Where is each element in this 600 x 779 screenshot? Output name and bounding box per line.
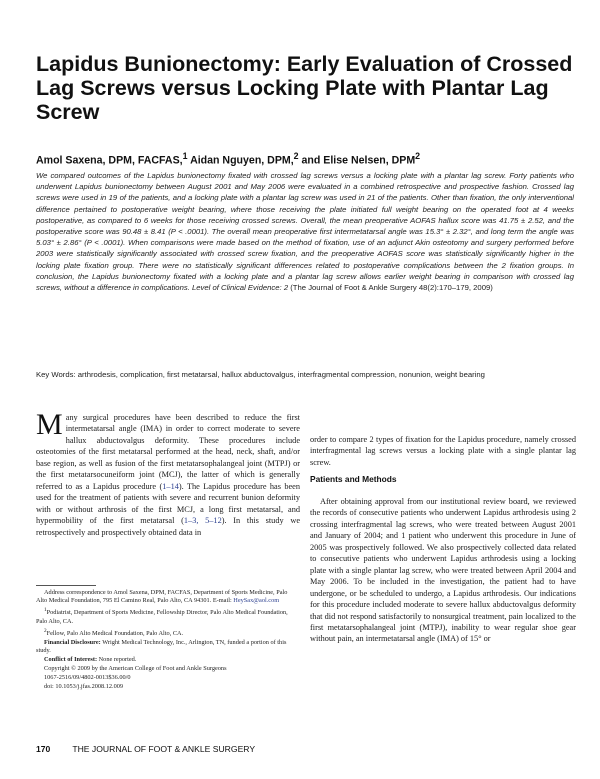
page-footer — [36, 744, 576, 754]
page-number: 170 — [36, 744, 51, 754]
intro-paragraph — [36, 408, 301, 538]
author-3-affiliation: 2 — [415, 151, 421, 161]
footnote-2: $^2$Fellow, Palo Alto Medical Foundation, Palo Alto, CA. — [44, 627, 184, 637]
abstract-citation: (The Journal of Foot & Ankle Surgery 48(2):170–179, 2009) — [288, 283, 493, 293]
footnote-1: $^1$Podiatrist, Department of Sports Medicine, Fellowship Director, Palo Alto Medical Foundation, Palo Alto, CA. — [36, 607, 288, 625]
author-2-affiliation: 2 — [293, 151, 299, 161]
intro-text-1: any surgical procedures have been described to reduce the first intermetatarsal angle (IMA) in order to correct moderate to severe hallux abductovalgus deformity. These procedures include osteotomies of the first metatarsal performed at the head, neck, shaft, and/or base region, as well as fusion of the first metatarsophalangeal joint (MTPJ) or the first metatarsocuneiform joint (MCJ), the latter of which is generally referred to as a Lapidus procedure ( — [36, 413, 300, 491]
copyright-note: Copyright © 2009 by the American College of Foot and Ankle Surgeons — [44, 664, 227, 672]
conflict-of-interest: Conflict of Interest: None reported. — [44, 656, 137, 664]
reference-link[interactable]: 1–14 — [162, 481, 179, 491]
correspondence-note: Address correspondence to Amol Saxena, DPM, FACFAS, Department of Sports Medicine, Palo Alto Medical Foundation, 795 El Camino Real, Palo Alto, CA 94301. E-mail: HeySax@aol.com — [36, 589, 288, 605]
doi-note: doi: 10.1053/j.jfas.2008.12.009 — [44, 682, 124, 690]
author-2: Aidan Nguyen, DPM, — [187, 154, 294, 167]
author-3: and Elise Nelsen, DPM — [298, 154, 416, 167]
abstract-body: We compared outcomes of the Lapidus bunionectomy fixated with crossed lag screws versus a locking plate with a plantar lag screw. Forty patients who underwent Lapidus bunionectomy between August 2001 and May 2006 were evaluated in a combined retrospective and prospective fashion. Crossed lag screws were used in 19 of the patients, and a locking plate with a plantar lag screw was used in 21 of the patients. Other than fixation, the only interventional difference pertained to postoperative weight bearing, where those receiving the plate initiated full weight bearing on the operated foot at 4 weeks postoperative, as compared to 6 weeks for those receiving crossed screws. Overall, the mean preoperative AOFAS hallux score was 41.75 ± 2.52, and the postoperative score was 90.48 ± 8.41 (P < .0001). The overall mean preoperative first intermetatarsal angle was 15.3° ± 2.32°, and long term the angle was 5.03° ± 2.86° (P < .0001). When comparisons were made based on the method of fixation, use of an adjunct Akin osteotomy and surgery performed before 2003 were statistically significantly associated with crossed screw fixation, and the preoperative AOFAS score was statistically significantly higher in the locking plate fixation group. There were no statistically significant differences related to postoperative complications between the 2 fixation groups. In conclusion, the Lapidus bunionectomy fixated with a locking plate and a plantar lag screw allows earlier weight bearing in comparison with crossed lag screws, without a difference in complications. Level of Clinical Evidence: 2 — [36, 171, 574, 293]
email-link[interactable]: HeySax@aol.com — [233, 597, 280, 605]
article-title: Lapidus Bunionectomy: Early Evaluation of Crossed Lag Screws versus Locking Plate with Plantar Lag Screw — [36, 52, 573, 124]
drop-cap: M — [36, 408, 63, 441]
footnote-divider — [36, 585, 96, 586]
intro-text-3: ). In this study we retrospectively and prospectively obtained data in — [36, 516, 301, 537]
author-1: Amol Saxena, DPM, FACFAS, — [36, 154, 183, 167]
author-1-affiliation: 1 — [182, 151, 188, 161]
intro-text-2: ). The Lapidus procedure has been used for the treatment of patients with severe and recurrent bunion deformity with or without arthrosis of the first MCJ, a long first metatarsal, and hypermobility of the first metatarsal ( — [36, 481, 301, 526]
section-heading-methods: Patients and Methods — [310, 474, 397, 484]
financial-disclosure: Financial Disclosure: Wright Medical Technology, Inc., Arlington, TN, funded a portion of this study. — [36, 638, 287, 655]
abstract — [36, 170, 574, 293]
issn-note: 1067-2516/09/4802-0013$36.00/0 — [44, 673, 131, 681]
reference-link[interactable]: 1–3, 5–12 — [183, 516, 222, 526]
methods-paragraph: After obtaining approval from our institutional review board, we reviewed the records of consecutive patients who underwent Lapidus arthrodesis using 2 crossing interfragmental lag screws, who were treated between August 2001 and January of 2004; and 1 patient who underwent this procedure in June of 2005 was prospectively followed. We also prospectively collected data related to consecutive patients who underwent Lapidus arthrodesis using a locking plate with a single plantar lag screw, who were treated between April 2004 and May 2006. To be included in the investigation, the patient had to have undergone, or be scheduled to undergo, a Lapidus arthrodesis. Our indications for this procedure included moderate to severe hallux abductovalgus deformity that did not respond satisfactorily to nonsurgical treatment, pain localized to the first metatarsophalangeal joint (MTPJ), inability to wear regular shoe gear without pain, an intermetatarsal angle (IMA) of 15° or — [310, 497, 576, 644]
author-list — [36, 150, 576, 168]
keywords: Key Words: arthrodesis, complication, first metatarsal, hallux abductovalgus, interfragmental compression, nonunion, weight bearing — [36, 370, 485, 379]
intro-continued: order to compare 2 types of fixation for the Lapidus procedure, namely crossed interfragmental lag screws versus a locking plate with a single plantar lag screw. — [310, 435, 576, 467]
journal-name: THE JOURNAL OF FOOT & ANKLE SURGERY — [72, 744, 256, 754]
footnotes — [36, 589, 298, 692]
